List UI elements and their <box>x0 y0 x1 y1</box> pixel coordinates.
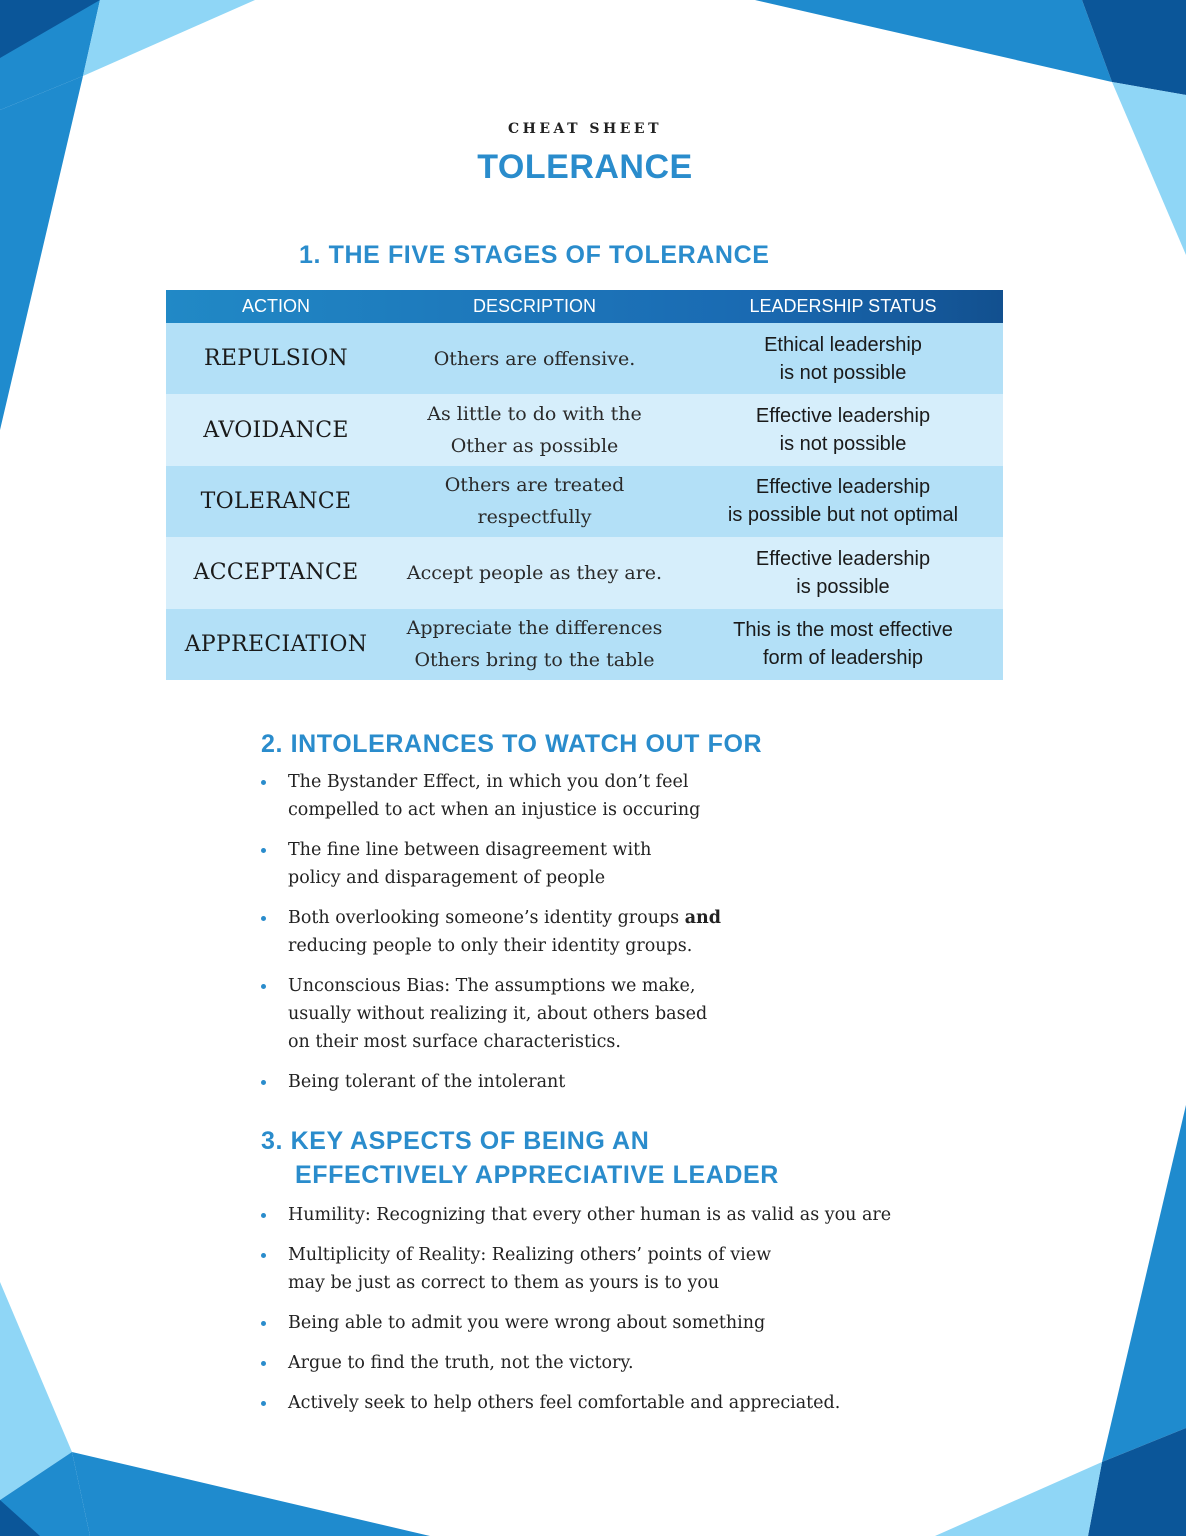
list-item-line: Multiplicity of Reality: Realizing others’ points of view <box>288 1245 772 1265</box>
description-line: Others bring to the table <box>414 649 655 672</box>
description-line: Appreciate the differences <box>406 617 663 640</box>
emphasis-text: and <box>684 908 722 928</box>
description-cell <box>386 343 683 375</box>
list-item <box>261 836 721 892</box>
status-line: Effective leadership <box>755 476 931 499</box>
section1-heading: 1. THE FIVE STAGES OF TOLERANCE <box>299 241 770 269</box>
list-item-line: policy and disparagement of people <box>288 868 606 888</box>
table-row <box>166 537 1003 608</box>
status-line: Effective leadership <box>755 405 931 428</box>
list-item <box>261 1201 891 1229</box>
description-cell <box>386 612 683 676</box>
table-row <box>166 323 1003 394</box>
table-row <box>166 466 1003 537</box>
table-row <box>166 609 1003 680</box>
list-item-line: usually without realizing it, about others based <box>288 1004 708 1024</box>
list-item-line: Unconscious Bias: The assumptions we make, <box>288 976 696 996</box>
key-aspects-list <box>261 1201 891 1429</box>
action-cell: REPULSION <box>204 346 348 372</box>
page-title: TOLERANCE <box>477 148 693 186</box>
status-cell <box>683 473 1003 529</box>
status-cell <box>683 331 1003 387</box>
list-item <box>261 904 721 960</box>
status-line: is not possible <box>779 361 907 384</box>
list-item <box>261 1389 891 1417</box>
list-item-line: Being tolerant of the intolerant <box>288 1072 566 1092</box>
status-cell <box>683 616 1003 672</box>
column-header-leadership-status: LEADERSHIP STATUS <box>749 296 937 316</box>
eyebrow-label: CHEAT SHEET <box>507 121 663 137</box>
description-cell <box>386 557 683 589</box>
list-item-line: Actively seek to help others feel comfortable and appreciated. <box>288 1393 841 1413</box>
bullet-icon <box>261 1321 266 1326</box>
list-item-line: Being able to admit you were wrong about something <box>288 1313 766 1333</box>
list-item-line: compelled to act when an injustice is occuring <box>288 800 701 820</box>
list-item-line: The Bystander Effect, in which you don’t feel <box>288 772 689 792</box>
bullet-icon <box>261 848 266 853</box>
status-line: This is the most effective <box>733 619 953 642</box>
table-row <box>166 394 1003 465</box>
bullet-icon <box>261 984 266 989</box>
list-item <box>261 1068 721 1096</box>
bullet-icon <box>261 1361 266 1366</box>
description-line: As little to do with the <box>427 403 642 426</box>
section3-heading-line: EFFECTIVELY APPRECIATIVE LEADER <box>295 1161 779 1189</box>
list-item <box>261 972 721 1056</box>
list-item <box>261 1309 891 1337</box>
status-line: is possible <box>796 575 890 598</box>
status-cell <box>683 402 1003 458</box>
status-line: Ethical leadership <box>764 333 922 356</box>
list-item-line: The fine line between disagreement with <box>288 840 652 860</box>
section3-heading <box>261 1124 779 1192</box>
list-item-line: reducing people to only their identity groups. <box>288 936 693 956</box>
status-line: is not possible <box>779 433 907 456</box>
stages-table <box>166 290 1003 680</box>
list-item-line: on their most surface characteristics. <box>288 1032 621 1052</box>
bullet-icon <box>261 1253 266 1258</box>
list-item-line: Humility: Recognizing that every other human is as valid as you are <box>288 1205 892 1225</box>
action-cell: TOLERANCE <box>200 488 352 514</box>
action-cell: AVOIDANCE <box>203 417 349 443</box>
status-cell <box>683 545 1003 601</box>
bullet-icon <box>261 780 266 785</box>
description-line: respectfully <box>477 506 592 529</box>
action-cell: APPRECIATION <box>184 631 368 657</box>
list-item-text: Both overlooking someone’s identity groups <box>288 908 685 928</box>
description-cell <box>386 398 683 462</box>
status-line: Effective leadership <box>755 547 931 570</box>
list-item <box>261 768 721 824</box>
section3-heading-line: 3. KEY ASPECTS OF BEING AN <box>261 1127 650 1155</box>
intolerances-list <box>261 768 721 1108</box>
description-cell <box>386 469 683 533</box>
status-line: form of leadership <box>762 647 924 670</box>
column-header-action: ACTION <box>241 296 310 316</box>
column-header-description: DESCRIPTION <box>472 296 596 316</box>
bullet-icon <box>261 916 266 921</box>
action-cell: ACCEPTANCE <box>193 560 359 586</box>
list-item-line: may be just as correct to them as yours is to you <box>288 1273 720 1293</box>
description-line: Others are offensive. <box>433 347 636 370</box>
table-header-row <box>166 290 1003 323</box>
list-item-line: Argue to find the truth, not the victory. <box>288 1353 634 1373</box>
description-line: Accept people as they are. <box>406 561 663 584</box>
list-item <box>261 1349 891 1377</box>
bullet-icon <box>261 1401 266 1406</box>
status-line: is possible but not optimal <box>727 504 959 527</box>
section2-heading: 2. INTOLERANCES TO WATCH OUT FOR <box>261 730 763 758</box>
list-item <box>261 1241 891 1297</box>
list-item-line <box>288 904 721 932</box>
description-line: Other as possible <box>450 435 619 458</box>
bullet-icon <box>261 1080 266 1085</box>
bullet-icon <box>261 1213 266 1218</box>
description-line: Others are treated <box>444 474 625 497</box>
